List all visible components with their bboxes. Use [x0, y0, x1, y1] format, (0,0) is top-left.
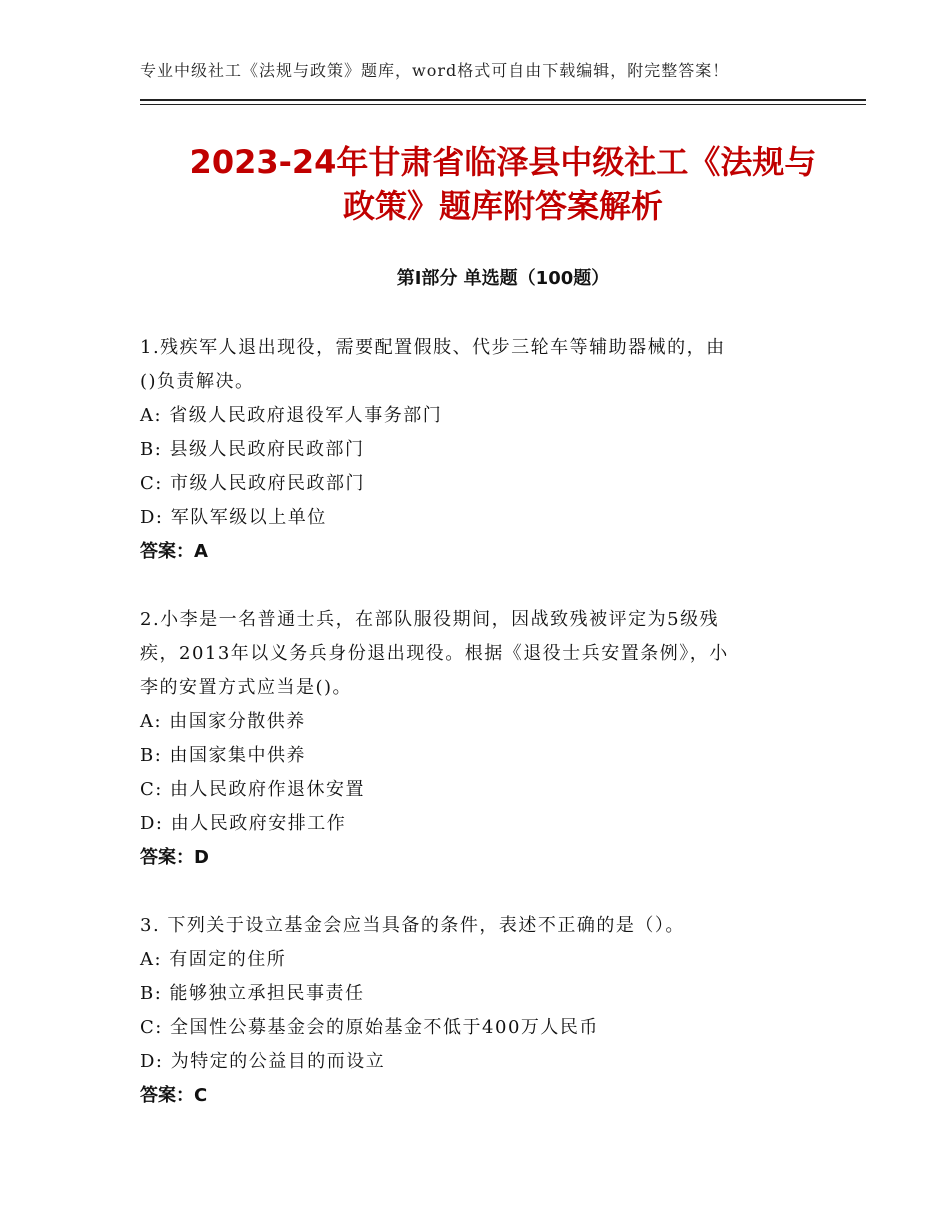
option-a: A: 省级人民政府退役军人事务部门: [140, 405, 443, 426]
document-title-line-1: 2023-24年甘肃省临泽县中级社工《法规与: [189, 143, 817, 181]
question-stem-line: 1.残疾军人退出现役，需要配置假肢、代步三轮车等辅助器械的，由: [140, 337, 726, 358]
answer: 答案：D: [140, 847, 209, 868]
option-c: C: 市级人民政府民政部门: [140, 473, 366, 494]
option-b: B: 由国家集中供养: [140, 745, 307, 766]
question-stem-line: 3. 下列关于设立基金会应当具备的条件，表述不正确的是（）。: [140, 915, 685, 936]
document-title-line-2: 政策》题库附答案解析: [342, 187, 663, 225]
question-3: [140, 909, 800, 1113]
option-b: B: 县级人民政府民政部门: [140, 439, 365, 460]
option-c: C: 由人民政府作退休安置: [140, 779, 366, 800]
option-a: A: 有固定的住所: [140, 949, 287, 970]
question-stem-line: ()负责解决。: [140, 371, 255, 392]
option-a: A: 由国家分散供养: [140, 711, 306, 732]
option-d: D: 军队军级以上单位: [140, 507, 327, 528]
option-d: D: 由人民政府安排工作: [140, 813, 347, 834]
header-rule-thin: [140, 104, 866, 105]
option-d: D: 为特定的公益目的而设立: [140, 1051, 386, 1072]
option-b: B: 能够独立承担民事责任: [140, 983, 365, 1004]
question-1: [140, 331, 800, 569]
section-heading: 第Ⅰ部分 单选题（100题）: [396, 268, 610, 289]
question-2: [140, 603, 800, 875]
answer: 答案：C: [140, 1085, 208, 1106]
document-title: [140, 140, 866, 228]
question-stem-line: 李的安置方式应当是()。: [140, 677, 353, 698]
question-stem-line: 2.小李是一名普通士兵，在部队服役期间，因战致残被评定为5级残: [140, 609, 720, 630]
answer: 答案：A: [140, 541, 208, 562]
question-stem-line: 疾，2013年以义务兵身份退出现役。根据《退役士兵安置条例》，小: [140, 643, 729, 664]
header-rule-thick: [140, 99, 866, 101]
page-header-text: 专业中级社工《法规与政策》题库，word格式可自由下载编辑，附完整答案！: [140, 61, 730, 80]
option-c: C: 全国性公募基金会的原始基金不低于400万人民币: [140, 1017, 599, 1038]
